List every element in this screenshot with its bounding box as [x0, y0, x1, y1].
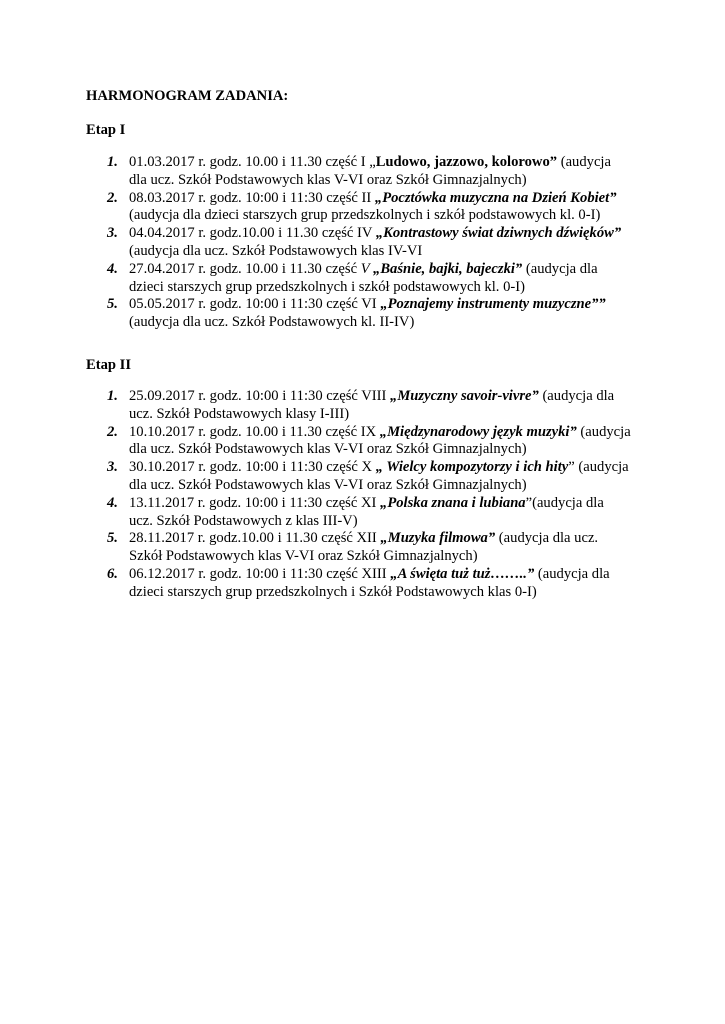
etap-1-list: [0, 154, 725, 332]
list-item: [0, 530, 725, 566]
item-line: (audycja dla dzieci starszych grup przedszkolnych i szkół podstawowych kl. 0-I): [129, 207, 601, 224]
item-number: 3.: [107, 459, 118, 476]
item-date-text: 13.11.2017 r. godz. 10:00 i 11:30 część XI: [129, 494, 381, 511]
item-line: dla ucz. Szkół Podstawowych klas V-VI oraz Szkół Gimnazjalnych): [129, 476, 527, 493]
item-number: 1.: [107, 388, 118, 404]
item-line: [129, 495, 645, 513]
item-note: (audycja dla: [522, 260, 598, 277]
item-line: [129, 388, 645, 406]
item-line: [129, 190, 645, 208]
list-item: [0, 225, 725, 261]
item-line: [129, 459, 645, 477]
list-item: [0, 459, 725, 495]
item-line: dzieci starszych grup przedszkolnych i szkół podstawowych kl. 0-I): [129, 278, 525, 295]
item-line: dla ucz. Szkół Podstawowych klas V-VI oraz Szkół Gimnazjalnych): [129, 171, 527, 188]
item-note: (audycja dla: [534, 565, 610, 582]
item-topic: „A święta tuż tuż……..”: [390, 565, 535, 582]
list-item: [0, 190, 725, 226]
item-line: [129, 296, 645, 314]
item-line: (audycja dla ucz. Szkół Podstawowych kl. II-IV): [129, 314, 415, 331]
item-note: (audycja: [576, 423, 631, 440]
item-line: [129, 530, 645, 548]
item-line: [129, 154, 645, 172]
item-date-text: 27.04.2017 r. godz. 10.00 i 11.30 część: [129, 260, 361, 277]
item-note: (audycja dla: [538, 388, 615, 404]
item-topic: Ludowo, jazzowo, kolorowo”: [375, 154, 558, 170]
list-item: [0, 261, 725, 297]
item-number: 2.: [107, 423, 118, 440]
item-topic: „Kontrastowy świat dziwnych dźwięków”: [375, 225, 622, 242]
item-date-text: 01.03.2017 r. godz. 10.00 i 11.30 część I „: [129, 154, 376, 170]
item-note: ”(audycja dla: [525, 494, 604, 511]
item-number: 1.: [107, 154, 118, 170]
list-item: [0, 154, 725, 190]
etap-1-heading: Etap I: [86, 122, 126, 138]
item-topic: „Poznajemy instrumenty muzyczne””: [380, 296, 606, 313]
item-date-text: 06.12.2017 r. godz. 10:00 i 11:30 część XIII: [129, 565, 391, 582]
item-line: dla ucz. Szkół Podstawowych klas V-VI oraz Szkół Gimnazjalnych): [129, 441, 527, 458]
item-date-text: 08.03.2017 r. godz. 10:00 i 11:30 część II: [129, 189, 375, 206]
item-date-text: 05.05.2017 r. godz. 10:00 i 11:30 część VI: [129, 296, 381, 313]
etap-2-heading: Etap II: [86, 357, 132, 373]
etap-2-list: [0, 388, 725, 602]
item-number: 5.: [107, 530, 118, 547]
item-date-text: 30.10.2017 r. godz. 10:00 i 11:30 część X: [129, 459, 376, 476]
list-item: [0, 566, 725, 602]
list-item: [0, 388, 725, 424]
item-line: ucz. Szkół Podstawowych z klas III-V): [129, 512, 358, 529]
item-note: (audycja dla ucz.: [495, 530, 599, 547]
item-topic: „ Wielcy kompozytorzy i ich hity: [375, 459, 569, 476]
document-title: HARMONOGRAM ZADANIA:: [86, 88, 289, 104]
item-line: [129, 424, 645, 442]
list-item: [0, 424, 725, 460]
item-date-text: 10.10.2017 r. godz. 10.00 i 11.30 część IX: [129, 423, 380, 440]
item-number: 5.: [107, 296, 118, 313]
item-date-text: 04.04.2017 r. godz.10.00 i 11.30 część IV: [129, 225, 376, 242]
item-note: (audycja: [557, 154, 611, 170]
item-line: Szkół Podstawowych klas V-VI oraz Szkół Gimnazjalnych): [129, 548, 478, 565]
item-topic: „Muzyczny savoir-vivre”: [390, 388, 539, 404]
item-line: [129, 261, 645, 279]
item-date-text: 28.11.2017 r. godz.10.00 i 11.30 część XII: [129, 530, 381, 547]
item-line: dzieci starszych grup przedszkolnych i Szkół Podstawowych klas 0-I): [129, 583, 537, 600]
item-line: (audycja dla ucz. Szkół Podstawowych klas IV-VI: [129, 242, 423, 259]
item-line: ucz. Szkół Podstawowych klasy I-III): [129, 405, 350, 422]
item-part-number: V: [360, 260, 374, 277]
item-number: 3.: [107, 225, 118, 242]
item-note: ” (audycja: [568, 459, 629, 476]
list-item: [0, 296, 725, 332]
item-topic: „Międzynarodowy język muzyki”: [379, 423, 577, 440]
item-number: 4.: [107, 494, 118, 511]
item-topic: „Polska znana i lubiana: [380, 494, 526, 511]
item-number: 6.: [107, 565, 118, 582]
item-date-text: 25.09.2017 r. godz. 10:00 i 11:30 część VIII: [129, 388, 391, 404]
item-topic: „Muzyka filmowa”: [380, 530, 496, 547]
item-line: [129, 225, 645, 243]
item-topic: „Baśnie, bajki, bajeczki”: [373, 260, 523, 277]
item-number: 2.: [107, 189, 118, 206]
item-line: [129, 566, 645, 584]
list-item: [0, 495, 725, 531]
item-topic: „Pocztówka muzyczna na Dzień Kobiet”: [374, 189, 617, 206]
item-number: 4.: [107, 260, 118, 277]
